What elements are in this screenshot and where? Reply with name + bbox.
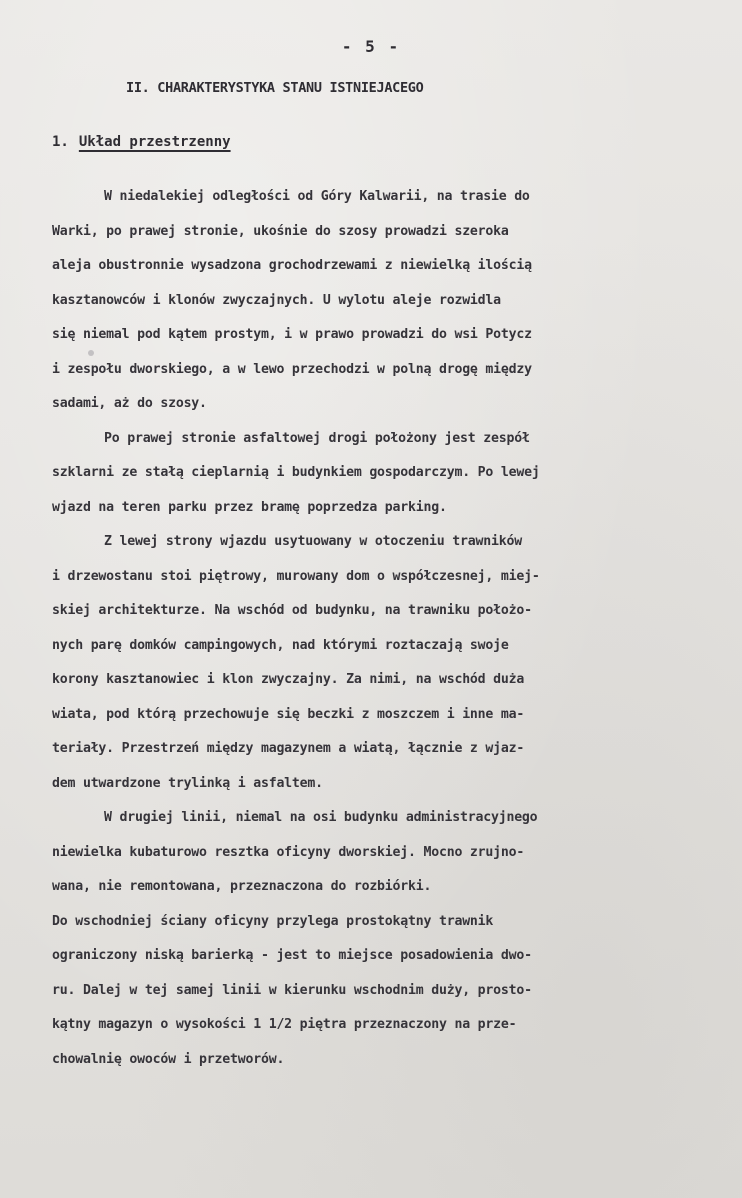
text-line: szklarni ze stałą cieplarnią i budynkiem gospodarczym. Po lewej [52, 465, 540, 480]
text-line: niewielka kubaturowo resztka oficyny dworskiej. Mocno zrujno- [52, 844, 525, 860]
text-line: ru. Dalej w tej samej linii w kierunku wschodnim duży, prosto- [52, 982, 532, 998]
text-line: aleja obustronnie wysadzona grochodrzewami z niewielką ilością [52, 258, 532, 273]
section-number: 1. [52, 134, 69, 150]
text-line: W niedalekiej odległości od Góry Kalwarii, na trasie do [104, 189, 530, 204]
section-heading [52, 134, 231, 150]
text-line: korony kasztanowiec i klon zwyczajny. Za nimi, na wschód duża [52, 672, 525, 687]
body-text [52, 180, 742, 1077]
text-line: skiej architekturze. Na wschód od budynku, na trawniku położo- [52, 603, 532, 618]
text-line: nych parę domków campingowych, nad którymi roztaczają swoje [52, 637, 509, 653]
text-line: się niemal pod kątem prostym, i w prawo prowadzi do wsi Potycz [52, 327, 532, 342]
text-line: Po prawej stronie asfaltowej drogi położony jest zespół [104, 430, 530, 446]
text-line: wana, nie remontowana, przeznaczona do rozbiórki. [52, 879, 432, 894]
text-line: Do wschodniej ściany oficyny przylega prostokątny trawnik [52, 913, 494, 929]
text-line: chowalnię owoców i przetworów. [52, 1051, 285, 1067]
text-line: Z lewej strony wjazdu usytuowany w otoczeniu trawników [104, 534, 522, 549]
text-line: ograniczony niską barierką - jest to miejsce posadowienia dwo- [52, 948, 532, 963]
text-line: i drzewostanu stoi piętrowy, murowany dom o współczesnej, miej- [52, 568, 540, 584]
paper-speck [88, 350, 94, 356]
text-line: dem utwardzone trylinką i asfaltem. [52, 775, 323, 791]
text-line: teriały. Przestrzeń między magazynem a wiatą, łącznie z wjaz- [52, 741, 525, 756]
text-line: wiata, pod którą przechowuje się beczki z moszczem i inne ma- [52, 706, 525, 722]
page-number: - 5 - [341, 37, 401, 56]
text-line: kasztanowców i klonów zwyczajnych. U wylotu aleje rozwidla [52, 292, 501, 308]
text-line: W drugiej linii, niemal na osi budynku administracyjnego [104, 810, 538, 825]
chapter-title: II. CHARAKTERYSTYKA STANU ISTNIEJACEGO [126, 80, 424, 96]
text-line: Warki, po prawej stronie, ukośnie do szosy prowadzi szeroka [52, 223, 509, 239]
text-line: wjazd na teren parku przez bramę poprzedza parking. [52, 499, 447, 515]
text-line: sadami, aż do szosy. [52, 396, 207, 411]
section-title: Układ przestrzenny [78, 134, 231, 150]
text-line: kątny magazyn o wysokości 1 1/2 piętra przeznaczony na prze- [52, 1017, 517, 1032]
text-line: i zespołu dworskiego, a w lewo przechodzi w polną drogę między [52, 361, 532, 377]
